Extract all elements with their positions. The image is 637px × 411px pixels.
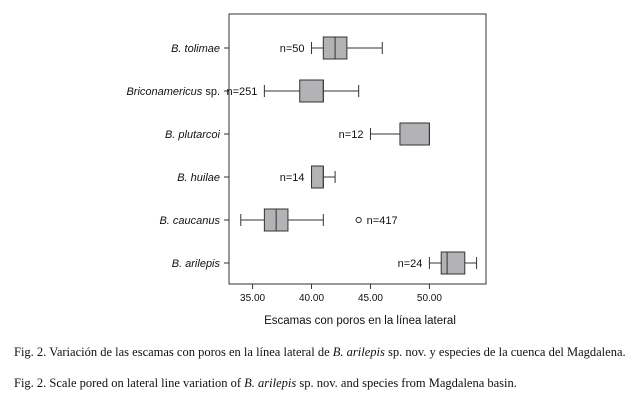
category-label bbox=[177, 172, 220, 184]
x-tick-label: 50.00 bbox=[416, 293, 442, 304]
category-label-name: B. caucanus bbox=[159, 215, 220, 227]
iqr-box bbox=[400, 123, 429, 145]
category-label bbox=[159, 215, 220, 227]
category-row bbox=[171, 37, 382, 59]
iqr-box bbox=[441, 252, 465, 274]
caption-english-after: sp. nov. and species from Magdalena basin. bbox=[296, 376, 517, 390]
x-tick-label: 35.00 bbox=[240, 293, 266, 304]
sample-size-label: n=24 bbox=[397, 258, 423, 270]
sample-size-label: n=417 bbox=[366, 215, 398, 227]
caption-english-species: B. arilepis bbox=[244, 376, 297, 390]
plot-border bbox=[229, 14, 486, 284]
category-row bbox=[165, 123, 429, 145]
iqr-box bbox=[312, 166, 324, 188]
sample-size-label: n=14 bbox=[279, 172, 305, 184]
category-label-suffix: sp. bbox=[202, 86, 220, 98]
category-label-name: B. tolimae bbox=[171, 43, 220, 55]
sample-size-label: n=50 bbox=[279, 43, 305, 55]
category-label-name: B. arilepis bbox=[171, 258, 220, 270]
x-tick-label: 40.00 bbox=[299, 293, 325, 304]
category-label bbox=[126, 86, 220, 98]
x-axis-title: Escamas con poros en la línea lateral bbox=[264, 315, 456, 327]
iqr-box bbox=[300, 80, 324, 102]
plot-frame bbox=[229, 14, 486, 284]
category-label bbox=[165, 129, 221, 141]
caption-english bbox=[14, 376, 517, 391]
category-row bbox=[177, 166, 335, 188]
category-label-name: B. huilae bbox=[177, 172, 220, 184]
x-tick-label: 45.00 bbox=[357, 293, 383, 304]
caption-spanish-before: Fig. 2. Variación de las escamas con poros en la línea lateral de bbox=[14, 345, 333, 359]
caption-spanish bbox=[14, 345, 626, 360]
outlier-point bbox=[356, 217, 361, 222]
category-row bbox=[126, 80, 358, 102]
category-label bbox=[171, 43, 220, 55]
x-axis bbox=[240, 284, 442, 304]
category-label bbox=[172, 258, 221, 270]
caption-english-before: Fig. 2. Scale pored on lateral line variation of bbox=[14, 376, 245, 390]
sample-size-label: n=12 bbox=[338, 129, 364, 141]
category-row bbox=[159, 209, 397, 231]
category-label-name: Briconamericus bbox=[126, 86, 203, 98]
category-rows bbox=[126, 37, 476, 274]
category-label-name: B. plutarcoi bbox=[164, 129, 220, 141]
caption-spanish-after: sp. nov. y especies de la cuenca del Magdalena. bbox=[384, 345, 626, 359]
sample-size-label: n=251 bbox=[226, 86, 258, 98]
caption-spanish-species: B. arilepis bbox=[332, 345, 385, 359]
category-row bbox=[172, 252, 477, 274]
